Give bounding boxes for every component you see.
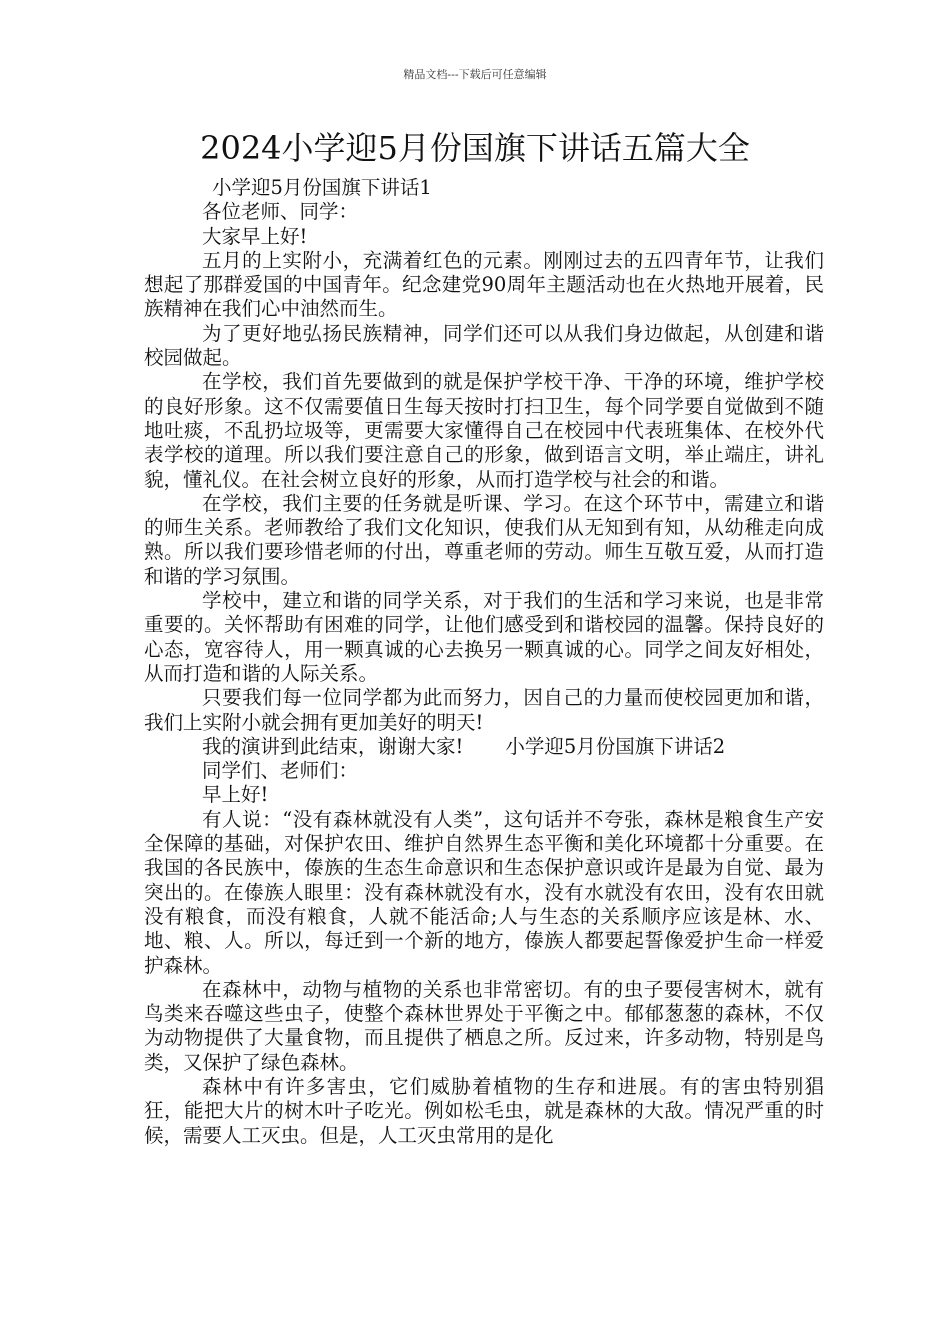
paragraph: 为了更好地弘扬民族精神，同学们还可以从我们身边做起，从创建和谐校园做起。 xyxy=(144,321,824,370)
paragraph: 大家早上好! xyxy=(202,224,308,248)
paragraph: 学校中，建立和谐的同学关系，对于我们的生活和学习来说，也是非常重要的。关怀帮助有困难的同学，让他们感受到和谐校园的温馨。保持良好的心态，宽容待人，用一颗真诚的心去换另一颗真诚的心。同学之间友好相处，从而打造和谐的人际关系。 xyxy=(144,589,824,685)
paragraph: 同学们、老师们： xyxy=(202,759,359,783)
speech-2-subtitle: 小学迎5月份国旗下讲话2 xyxy=(505,734,726,758)
speech-1-closing: 我的演讲到此结束，谢谢大家! xyxy=(202,734,464,758)
paragraph: 早上好! xyxy=(202,783,269,807)
speech-1-subtitle: 小学迎5月份国旗下讲话1 xyxy=(212,176,432,199)
paragraph: 五月的上实附小，充满着红色的元素。刚刚过去的五四青年节，让我们想起了那群爱国的中国青年。纪念建党90周年主题活动也在火热地开展着，民族精神在我们心中油然而生。 xyxy=(144,248,824,321)
paragraph: 森林中有许多害虫，它们威胁着植物的生存和进展。有的害虫特别猖狂，能把大片的树木叶子吃光。例如松毛虫，就是森林的大敌。情况严重的时候，需要人工灭虫。但是，人工灭虫常用的是化 xyxy=(144,1074,824,1147)
paragraph: 在学校，我们主要的任务就是听课、学习。在这个环节中，需建立和谐的师生关系。老师教给了我们文化知识，使我们从无知到有知，从幼稚走向成熟。所以我们要珍惜老师的付出，尊重老师的劳动。师生互敬互爱，从而打造和谐的学习氛围。 xyxy=(144,491,824,588)
page-header-note: 精品文档---下载后可任意编辑 xyxy=(403,68,547,81)
paragraph: 只要我们每一位同学都为此而努力，因自己的力量而使校园更加和谐，我们上实附小就会拥有更加美好的明天! xyxy=(144,686,824,734)
paragraph: 在学校，我们首先要做到的就是保护学校干净、干净的环境，维护学校的良好形象。这不仅需要值日生每天按时打扫卫生，每个同学要自觉做到不随地吐痰，不乱扔垃圾等，更需要大家懂得自己在校园中代表班集体、在校外代表学校的道理。所以我们要注意自己的形象，做到语言文明，举止端庄，讲礼貌，懂礼仪。在社会树立良好的形象，从而打造学校与社会的和谐。 xyxy=(144,370,824,491)
document-title: 2024小学迎5月份国旗下讲话五篇大全 xyxy=(200,129,750,167)
document-body xyxy=(144,176,824,1148)
paragraph: 有人说：“没有森林就没有人类”，这句话并不夸张，森林是粮食生产安全保障的基础，对保护农田、维护自然界生态平衡和美化环境都十分重要。在我国的各民族中，傣族的生态生命意识和生态保护意识或许是最为自觉、最为突出的。在傣族人眼里：没有森林就没有水，没有水就没有农田，没有农田就没有粮食，而没有粮食，人就不能活命;人与生态的关系顺序应该是林、水、地、粮、人。所以，每迁到一个新的地方，傣族人都要起誓像爱护生命一样爱护森林。 xyxy=(144,807,824,977)
closing-line xyxy=(144,735,824,759)
paragraph: 在森林中，动物与植物的关系也非常密切。有的虫子要侵害树木，就有鸟类来吞噬这些虫子，使整个森林世界处于平衡之中。郁郁葱葱的森林，不仅为动物提供了大量食物，而且提供了栖息之所。反过来，许多动物，特别是鸟类，又保护了绿色森林。 xyxy=(144,977,824,1074)
paragraph: 各位老师、同学： xyxy=(202,200,359,224)
